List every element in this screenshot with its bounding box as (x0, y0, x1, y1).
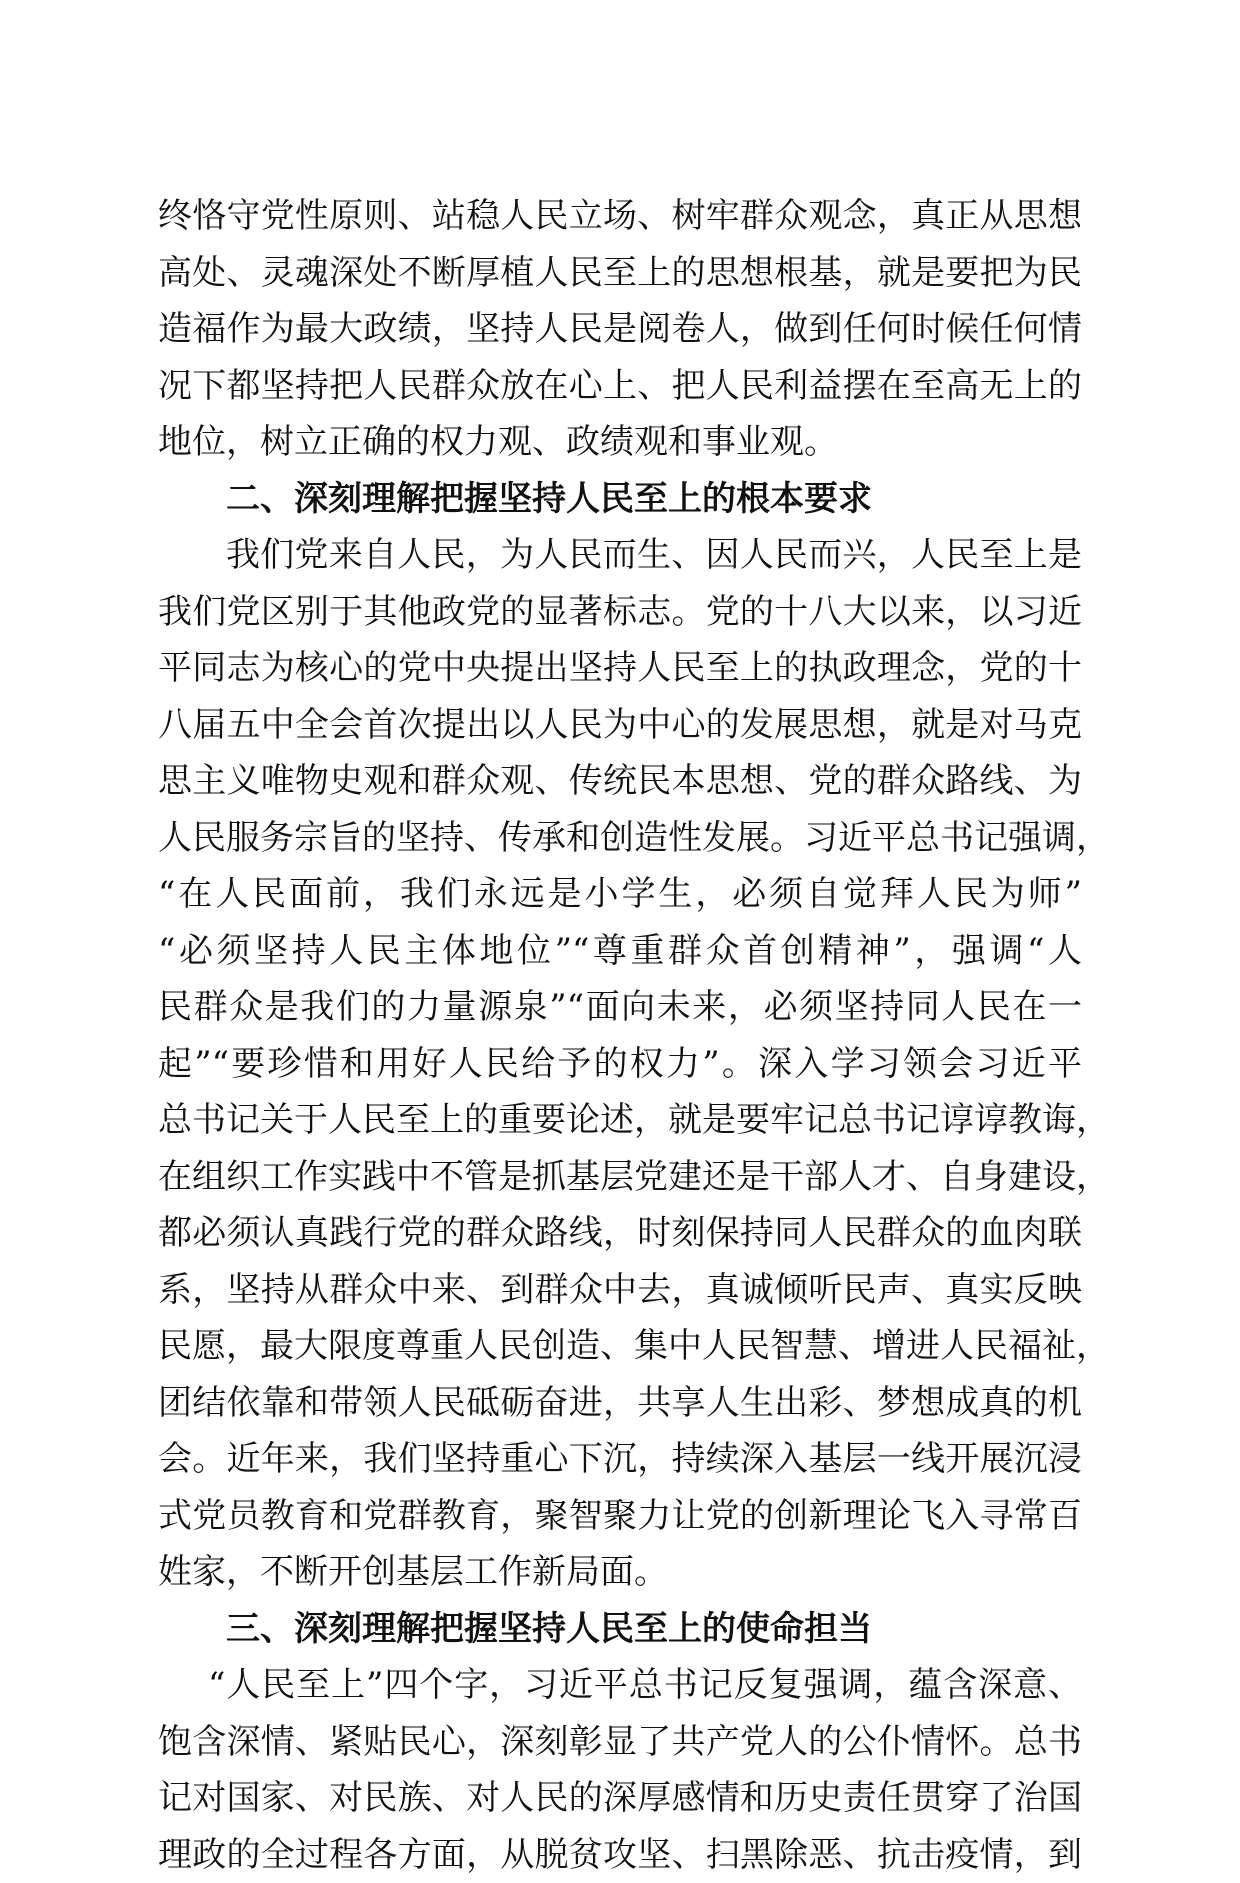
paragraph-line: 我们党区别于其他政党的显著标志。党的十八大以来，以习近 (158, 584, 1082, 641)
paragraph-line: 记对国家、对民族、对人民的深厚感情和历史责任贯穿了治国 (158, 1770, 1082, 1827)
paragraph-line: “人民至上”四个字，习近平总书记反复强调，蕴含深意、 (158, 1657, 1082, 1714)
paragraph-line: 思主义唯物史观和群众观、传统民本思想、党的群众路线、为 (158, 753, 1082, 810)
paragraph-line: 式党员教育和党群教育，聚智聚力让党的创新理论飞入寻常百 (158, 1488, 1082, 1545)
paragraph-line: 起”“要珍惜和用好人民给予的权力”。深入学习领会习近平 (158, 1036, 1082, 1093)
paragraph-line: 都必须认真践行党的群众路线，时刻保持同人民群众的血肉联 (158, 1205, 1082, 1262)
paragraph-line: 民愿，最大限度尊重人民创造、集中人民智慧、增进人民福祉， (158, 1318, 1082, 1375)
paragraph-line: 终恪守党性原则、站稳人民立场、树牢群众观念，真正从思想 (158, 188, 1082, 245)
paragraph-line: 平同志为核心的党中央提出坚持人民至上的执政理念，党的十 (158, 640, 1082, 697)
section-heading-3: 三、深刻理解把握坚持人民至上的使命担当 (158, 1601, 1082, 1658)
paragraph-line: “必须坚持人民主体地位”“尊重群众首创精神”，强调“人 (158, 923, 1082, 980)
paragraph-line: 人民服务宗旨的坚持、传承和创造性发展。习近平总书记强调， (158, 810, 1082, 867)
paragraph-line: 造福作为最大政绩，坚持人民是阅卷人，做到任何时候任何情 (158, 301, 1082, 358)
paragraph-line: 团结依靠和带领人民砥砺奋进，共享人生出彩、梦想成真的机 (158, 1375, 1082, 1432)
paragraph-line: 在组织工作实践中不管是抓基层党建还是干部人才、自身建设， (158, 1149, 1082, 1206)
paragraph-line: 地位，树立正确的权力观、政绩观和事业观。 (158, 414, 1082, 471)
paragraph-line: “在人民面前，我们永远是小学生，必须自觉拜人民为师” (158, 866, 1082, 923)
paragraph-line: 我们党来自人民，为人民而生、因人民而兴，人民至上是 (158, 527, 1082, 584)
paragraph-line: 饱含深情、紧贴民心，深刻彰显了共产党人的公仆情怀。总书 (158, 1714, 1082, 1771)
paragraph-line: 系，坚持从群众中来、到群众中去，真诚倾听民声、真实反映 (158, 1262, 1082, 1319)
paragraph-line: 况下都坚持把人民群众放在心上、把人民利益摆在至高无上的 (158, 358, 1082, 415)
paragraph-line: 高处、灵魂深处不断厚植人民至上的思想根基，就是要把为民 (158, 245, 1082, 302)
paragraph-line: 理政的全过程各方面，从脱贫攻坚、扫黑除恶、抗击疫情，到 (158, 1827, 1082, 1883)
paragraph-line: 八届五中全会首次提出以人民为中心的发展思想，就是对马克 (158, 697, 1082, 754)
paragraph-line: 会。近年来，我们坚持重心下沉，持续深入基层一线开展沉浸 (158, 1431, 1082, 1488)
paragraph-line: 总书记关于人民至上的重要论述，就是要牢记总书记谆谆教诲， (158, 1092, 1082, 1149)
paragraph-line: 民群众是我们的力量源泉”“面向未来，必须坚持同人民在一 (158, 979, 1082, 1036)
paragraph-line: 姓家，不断开创基层工作新局面。 (158, 1544, 1082, 1601)
document-body (158, 188, 1082, 1883)
section-heading-2: 二、深刻理解把握坚持人民至上的根本要求 (158, 471, 1082, 528)
